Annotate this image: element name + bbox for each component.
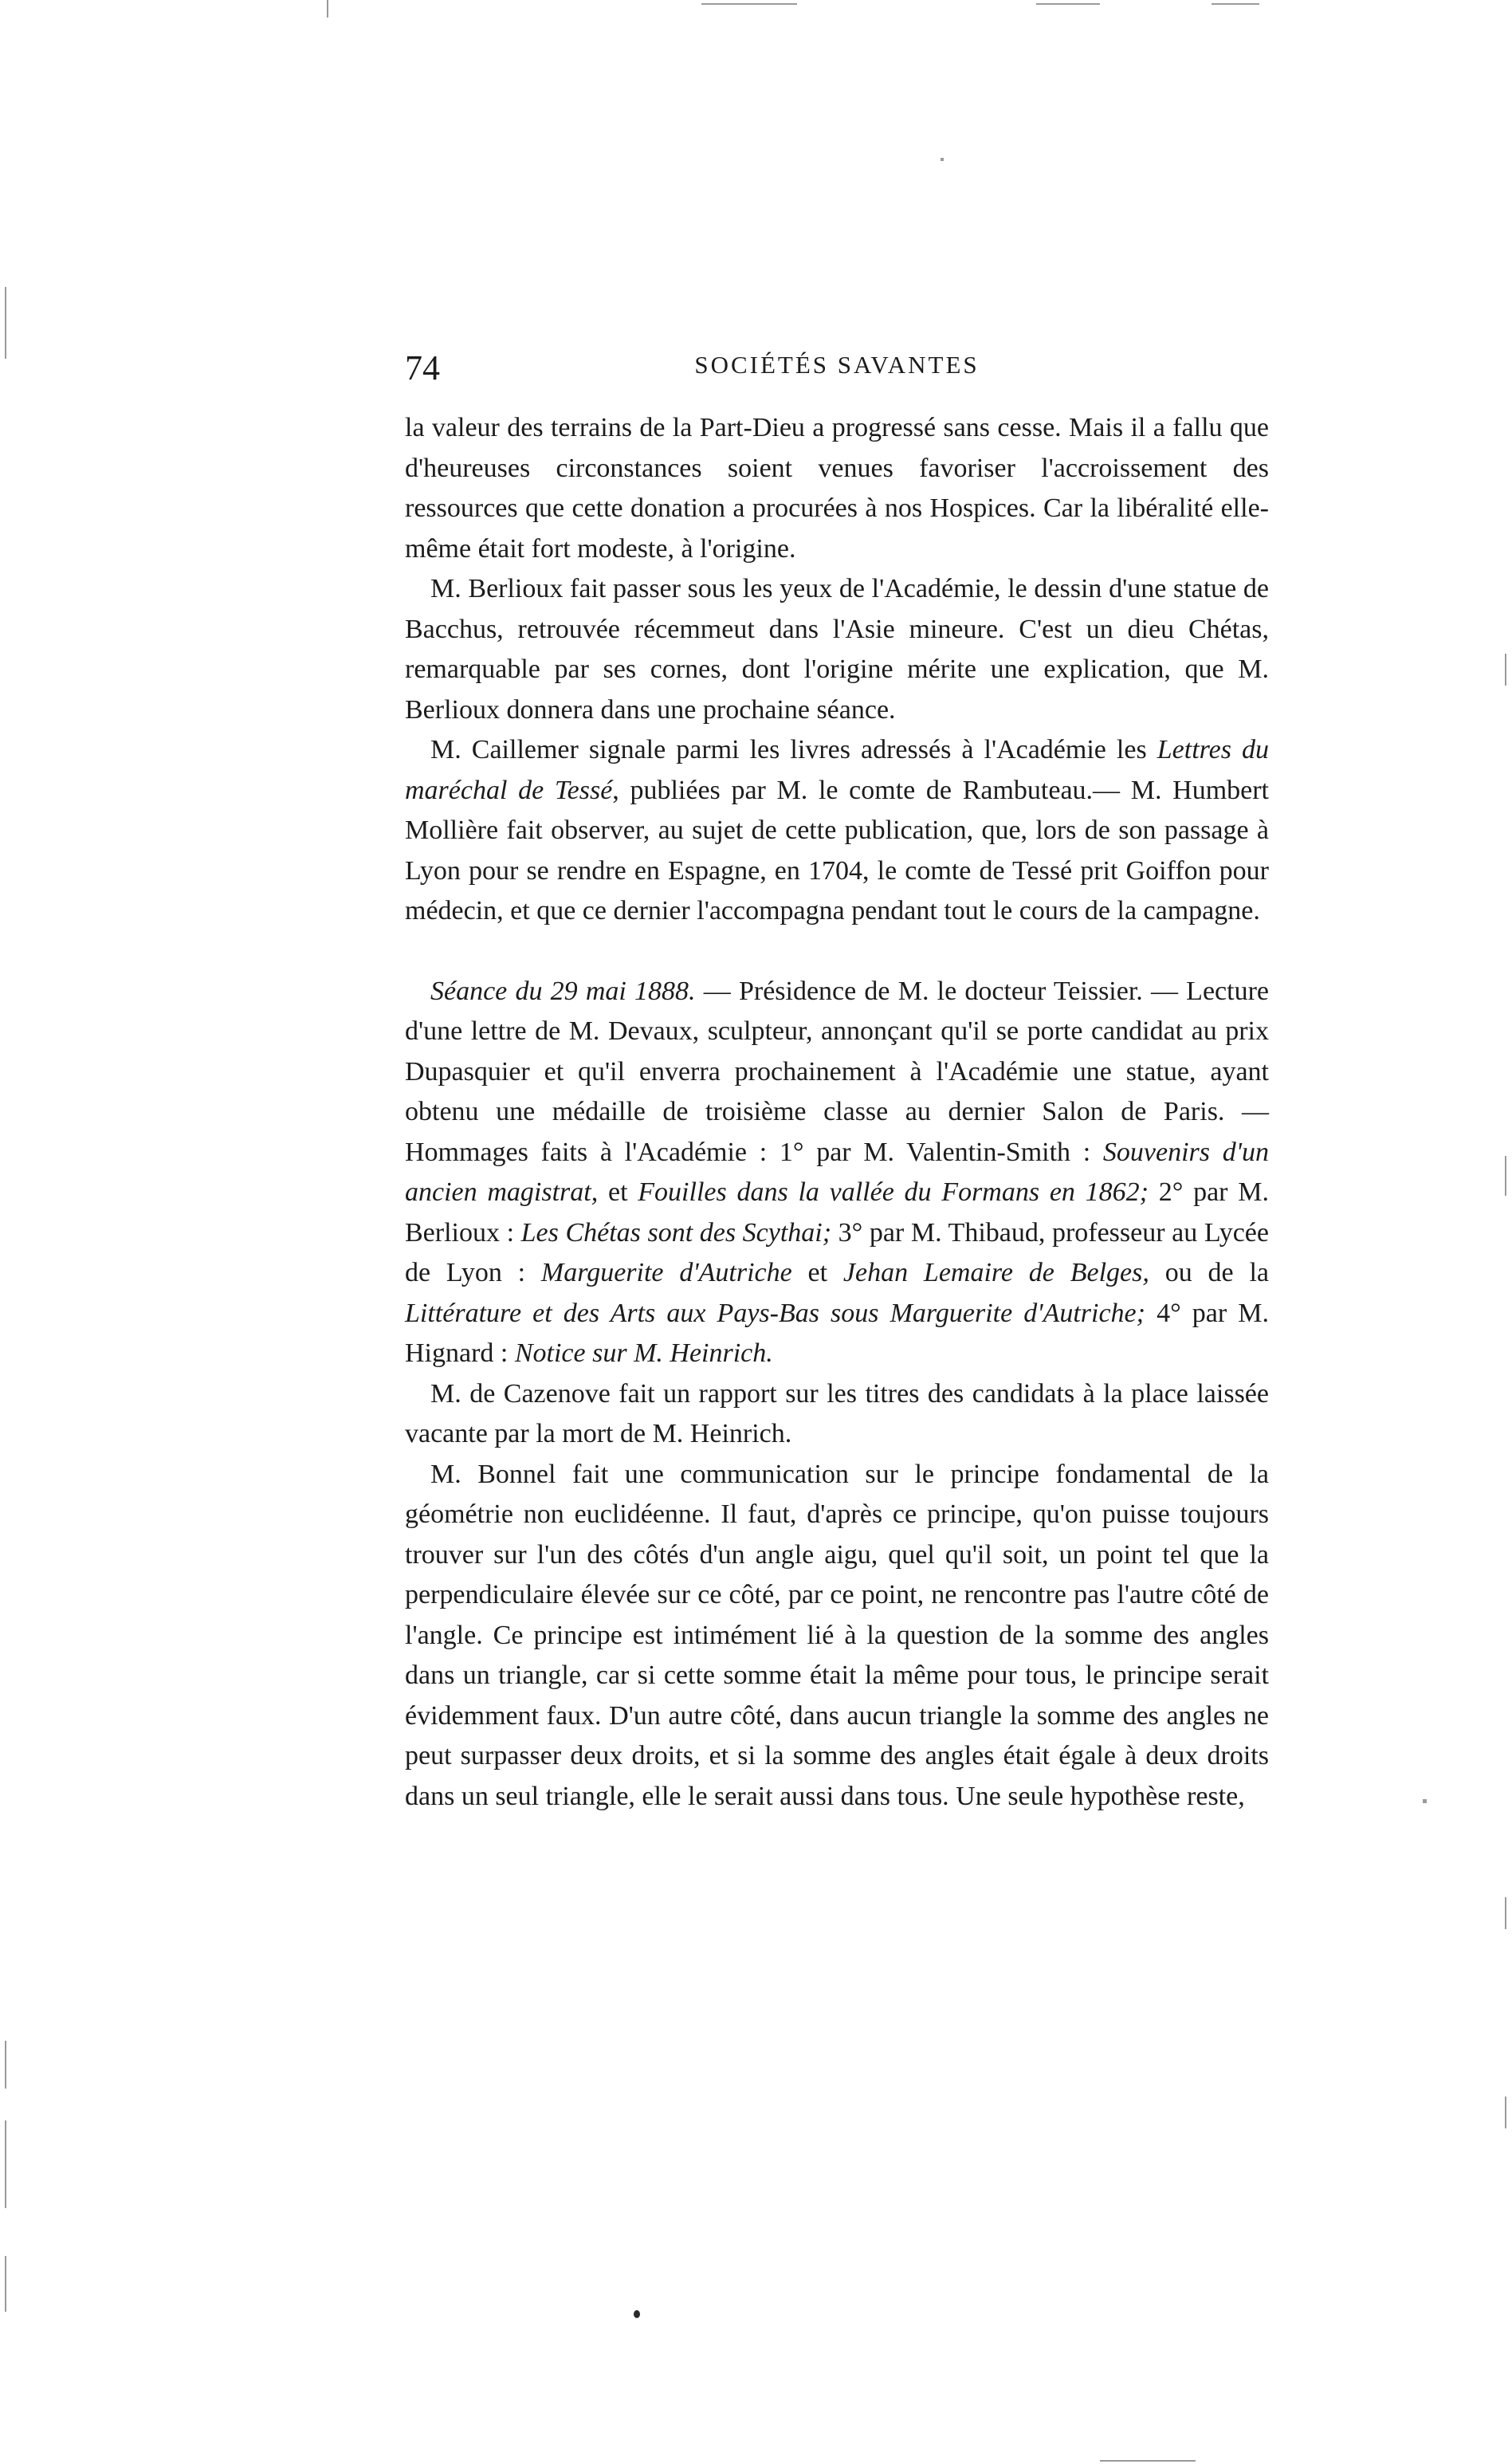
scan-artifact — [1100, 2460, 1196, 2462]
section-gap — [405, 932, 1269, 972]
text-run: M. Caillemer signale parmi les livres adressés à l'Académie les — [430, 735, 1157, 764]
book-title: Souvenirs d'un ancien magistrat, — [405, 1137, 1269, 1207]
scan-artifact — [941, 158, 944, 161]
scan-artifact — [1505, 1156, 1506, 1196]
scan-artifact — [1505, 2097, 1506, 2128]
scan-artifact — [1505, 654, 1506, 686]
page-number: 74 — [405, 348, 440, 387]
scan-artifact — [1036, 3, 1100, 5]
book-title: Marguerite d'Autriche — [540, 1258, 792, 1287]
text-run: , publiées par M. le comte de Rambuteau.— M. Humbert Mollière fait observer, au sujet de cette publication, que, lors de son passage à Lyon pour se rendre en Espagne, en 1704, le comte de Tessé prit Goiffon pour médecin, et que ce dernier l'accompagna pendant tout le cours de la campagne. — [405, 775, 1269, 925]
text-run: ou de la — [1149, 1258, 1269, 1287]
text-run: 2° par M. Berlioux : — [405, 1177, 1269, 1248]
running-head — [405, 343, 1269, 394]
text-run: 4° par M. Hignard : — [405, 1298, 1270, 1368]
book-title: Notice sur M. Heinrich. — [514, 1338, 773, 1368]
paragraph: la valeur des terrains de la Part-Dieu a progressé sans cesse. Mais il a fallu que d'heureuses circonstances soient venues favoriser l'accroissement des ressources que cette donation a procurées à nos Hospices. Car la libéralité elle-même était fort modeste, à l'origine. — [405, 413, 1269, 564]
scan-artifact — [327, 0, 328, 18]
footer-mark — [634, 2310, 640, 2318]
session-heading: Séance du 29 mai 1888. — [430, 976, 696, 1006]
scan-artifact — [5, 2256, 6, 2312]
paragraph: M. Bonnel fait une communication sur le principe fondamental de la géométrie non euclidéenne. Il faut, d'après ce principe, qu'on puisse toujours trouver sur l'un des côtés d'un angle aigu, quel qu'il soit, un point tel que la perpendiculaire élevée sur ce côté, par ce point, ne rencontre pas l'autre côté de l'angle. Ce principe est intimément lié à la question de la somme des angles dans un triangle, car si cette somme était la même pour tous, le principe serait évidemment faux. D'un autre côté, dans aucun triangle la somme des angles ne peut surpasser deux droits, et si la somme des angles était égale à deux droits dans un seul triangle, elle le serait aussi dans tous. Une seule hypothèse reste, — [405, 1459, 1269, 1811]
scan-artifact — [1505, 1897, 1506, 1929]
scan-artifact — [1423, 1799, 1427, 1803]
running-title: SOCIÉTÉS SAVANTES — [694, 351, 980, 379]
book-title: Lettres du maréchal de Tessé — [405, 735, 1269, 805]
paragraph — [405, 972, 1269, 1374]
scan-artifact — [5, 2041, 6, 2089]
paragraph: M. Berlioux fait passer sous les yeux de l'Académie, le dessin d'une statue de Bacchus, retrouvée récemmeut dans l'Asie mineure. C'est un dieu Chétas, remarquable par ses cornes, dont l'origine mérite une explication, que M. Berlioux donnera dans une prochaine séance. — [405, 574, 1269, 725]
body-text — [405, 408, 1269, 1817]
paragraph — [405, 730, 1269, 932]
text-run: et — [598, 1177, 638, 1207]
text-run: 3° par M. Thibaud, professeur au Lycée de Lyon : — [405, 1217, 1269, 1287]
book-title: Littérature et des Arts aux Pays-Bas sous Marguerite d'Autriche; — [405, 1298, 1145, 1328]
paragraph: M. de Cazenove fait un rapport sur les titres des candidats à la place laissée vacante par la mort de M. Heinrich. — [405, 1378, 1269, 1448]
book-title: Fouilles dans la vallée du Formans en 1862; — [638, 1177, 1149, 1207]
book-title: Les Chétas sont des Scythai; — [520, 1217, 832, 1248]
scan-artifact — [701, 3, 797, 5]
book-title: Jehan Lemaire de Belges, — [842, 1258, 1149, 1287]
scan-artifact — [5, 287, 6, 359]
scan-artifact — [5, 2120, 6, 2208]
text-run: — Présidence de M. le docteur Teissier. — Lecture d'une lettre de M. Devaux, sculpteur, annonçant qu'il se porte candidat au prix Dupasquier et qu'il enverra prochainement à l'Académie une statue, ayant obtenu une médaille de troisième classe au dernier Salon de Paris. — Hommages faits à l'Académie : 1° par M. Valentin-Smith : — [405, 976, 1269, 1167]
scan-artifact — [1212, 3, 1259, 5]
text-run: et — [791, 1258, 843, 1287]
